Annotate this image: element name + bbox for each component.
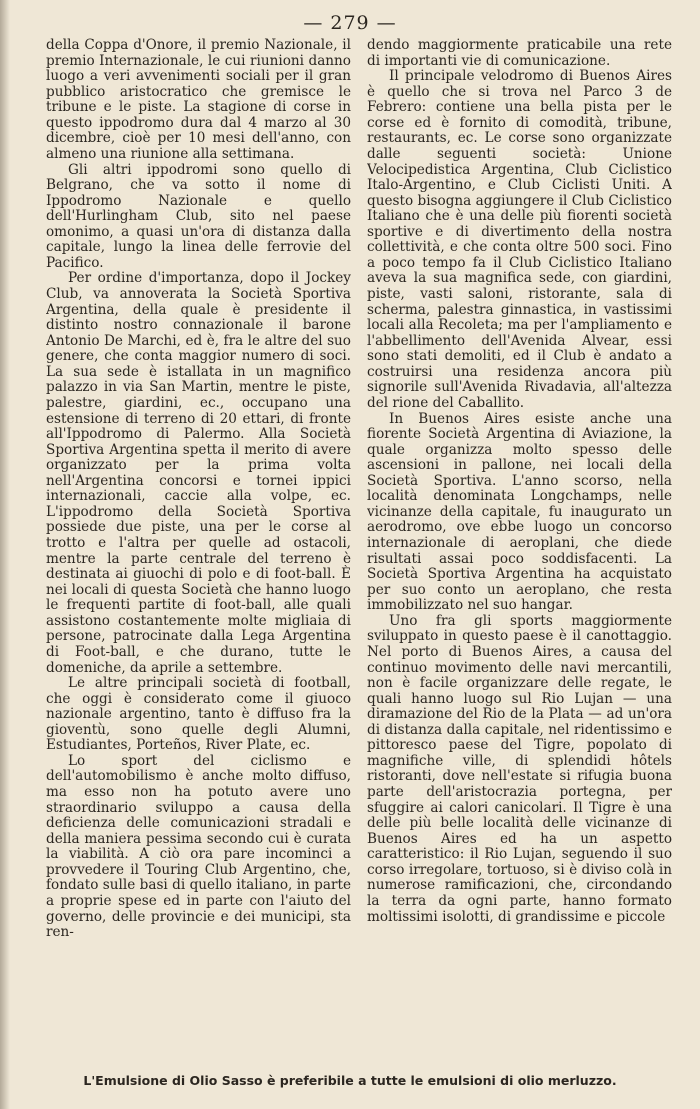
left-column	[46, 38, 351, 1068]
paragraph: della Coppa d'Onore, il premio Nazionale, il premio Internazionale, le cui riunioni danno luogo a veri avvenimenti sociali per il gran pubblico aristocratico che gremisce le tribune e le piste. La stagione di corse in questo ippodromo dura dal 4 marzo al 30 dicembre, cioè per 10 mesi dell'anno, con almeno una riunione alla settimana.	[46, 38, 351, 162]
paragraph: Lo sport del ciclismo e dell'automobilismo è anche molto diffuso, ma esso non ha potuto avere uno straordinario sviluppo a causa della deficienza delle comunicazioni stradali e della maniera pessima secondo cui è curata la viabilità. A ciò ora pare incominci a provvedere il Touring Club Argentino, che, fondato sulle basi di quello italiano, in parte a proprie spese ed in parte con l'aiuto del governo, delle provincie e dei municipi, sta ren-	[46, 752, 351, 941]
right-column	[367, 38, 672, 1068]
paragraph: Il principale velodromo di Buenos Aires è quello che si trova nel Parco 3 de Febrero: contiene una bella pista per le corse ed è fornito di comodità, tribune, restaurants, ec. Le corse sono organizzate dalle seguenti società: Unione Velocipedistica Argentina, Club Ciclistico Italo-Argentino, e Club Ciclisti Uniti. A questo bisogna aggiungere il Club Ciclistico Italiano che è una delle più fiorenti società sportive e di divertimento della nostra collettività, e che conta oltre 500 soci. Fino a poco tempo fa il Club Ciclistico Italiano aveva la sua magnifica sede, con giardini, piste, vasti saloni, ristorante, sala di scherma, palestra ginnastica, in vastissimi locali alla Recoleta; ma per l'ampliamento e l'abbellimento dell'Avenida Alvear, essi sono stati demoliti, ed il Club è andato a costruirsi una residenza ancora più signorile sull'Avenida Rivadavia, all'altezza del rione del Caballito.	[367, 68, 672, 411]
paragraph: dendo maggiormente praticabile una rete di importanti vie di comunicazione.	[367, 38, 672, 69]
page-number: — 279 —	[303, 12, 397, 34]
paragraph: Uno fra gli sports maggiormente sviluppato in questo paese è il canottaggio. Nel porto di Buenos Aires, a causa del continuo movimento delle navi mercantili, non è facile organizzare delle regate, le quali hanno luogo sul Rio Lujan — una diramazione del Rio de la Plata — ad un'ora di distanza dalla capitale, nel ridentissimo e pittoresco paese del Tigre, popolato di magnifiche ville, di splendidi hôtels ristoranti, dove nell'estate si rifugia buona parte dell'aristocrazia portegna, per sfuggire ai calori canicolari. Il Tigre è una delle più belle località delle vicinanze di Buenos Aires ed ha un aspetto caratteristico: il Rio Lujan, seguendo il suo corso irregolare, tortuoso, si è diviso colà in numerose ramificazioni, che, circondando la terra da ogni parte, hanno formato moltissimi isolotti, di grandissime e piccole	[367, 612, 672, 925]
text-columns	[46, 38, 672, 1068]
paragraph: Per ordine d'importanza, dopo il Jockey Club, va annoverata la Società Sportiva Argentina, della quale è presidente il distinto nostro connazionale il barone Antonio De Marchi, ed è, fra le altre del suo genere, che conta maggior numero di soci. La sua sede è istallata in un magnifico palazzo in via San Martin, mentre le piste, palestre, giardini, ec., occupano una estensione di terreno di 20 ettari, di fronte all'Ippodromo di Palermo. Alla Società Sportiva Argentina spetta il merito di avere organizzato per la prima volta nell'Argentina concorsi e tornei ippici internazionali, caccie alla volpe, ec. L'ippodromo della Società Sportiva possiede due piste, una per le corse al trotto e l'altra per quelle ad ostacoli, mentre la parte centrale del terreno è destinata ai giuochi di polo e di foot-ball. È nei locali di questa Società che hanno luogo le frequenti partite di foot-ball, alle quali assistono costantemente molte migliaia di persone, patrocinate dalla Lega Argentina di Foot-ball, e che durano, tutte le domeniche, da aprile a settembre.	[46, 270, 351, 676]
paragraph: Le altre principali società di football, che oggi è considerato come il giuoco nazionale argentino, tanto è diffuso fra la gioventù, sono quelle degli Alumni, Estudiantes, Porteños, River Plate, ec.	[46, 675, 351, 754]
paragraph: In Buenos Aires esiste anche una fiorente Società Argentina di Aviazione, la quale organizza molto spesso delle ascensioni in pallone, nei locali della Società Sportiva. L'anno scorso, nella località denominata Longchamps, nelle vicinanze della capitale, fu inaugurato un aerodromo, ove ebbe luogo un concorso internazionale di aeroplani, che diede risultati assai poco soddisfacenti. La Società Sportiva Argentina ha acquistato per suo conto un aeroplano, che resta immobilizzato nel suo hangar.	[367, 410, 672, 614]
advertisement-footer: L'Emulsione di Olio Sasso è preferibile a tutte le emulsioni di olio merluzzo.	[83, 1073, 617, 1088]
paragraph: Gli altri ippodromi sono quello di Belgrano, che va sotto il nome di Ippodromo Nazionale e quello dell'Hurlingham Club, sito nel paese omonimo, a quasi un'ora di distanza dalla capitale, lungo la linea delle ferrovie del Pacifico.	[46, 161, 351, 271]
binding-shadow	[0, 0, 10, 1109]
